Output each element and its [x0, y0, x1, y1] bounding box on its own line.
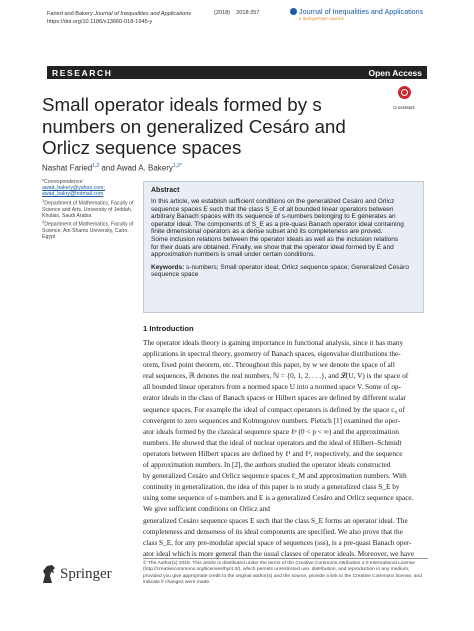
author-1-affiliation-marker: 1,2: [92, 163, 100, 169]
springeropen-logo-icon: [290, 8, 297, 15]
email-link-2[interactable]: awad_bakry@hotmail.com: [42, 191, 104, 198]
correspondence-block: [42, 179, 138, 240]
article-type-label: RESEARCH: [52, 68, 113, 78]
author-2-affiliation-marker: 1,2*: [172, 163, 182, 169]
author-line: [42, 163, 182, 173]
abstract-heading: Abstract: [151, 187, 180, 194]
keywords-text: s-numbers; Small operator ideal; Orlicz sequence space; Generalized Cesáro sequence space: [151, 263, 409, 279]
author-1[interactable]: Nashat Faried: [42, 163, 93, 173]
header-article-number: 2018:357: [236, 10, 260, 16]
affiliation-2: $^2$Department of Mathematics, Faculty of Science, Ain Shams University, Cairo, Egypt: [42, 218, 134, 241]
section-heading-introduction: 1 Introduction: [143, 324, 194, 333]
header-doi-link[interactable]: https://doi.org/10.1186/s13660-018-1945-y: [47, 19, 153, 25]
license-text: © The Author(s) 2018. This article is distributed under the terms of the Creative Commons Attribution 4.0 International License (http://creativecommons.org/licenses/by/4.0/), which permits unrestricted use, distribution, and reproduction in any medium, provided you give appropriate credit to the original author(s) and the source, provide a link to the Creative Commons license, and indicate if changes were made.: [143, 561, 422, 586]
keywords: [151, 264, 416, 279]
abstract-box: [143, 181, 424, 313]
header-year: (2018): [214, 10, 231, 16]
footer-divider: [143, 558, 428, 559]
email-link-1[interactable]: awad_bakery@yahoo.com;: [42, 185, 105, 192]
article-type-banner: [47, 66, 427, 79]
introduction-body-text: The operator ideals theory is gaining importance in functional analysis, since it has many applications in spectral theory, geometry of Banach spaces, eigenvalue distributions the- orem, fixed point theorem, etc. Throughout this paper, by w we denote the space of all real sequences, ℝ denotes the real numbers, ℕ = {0, 1, 2, . . .}, and 𝓛(U, V) is the space of all bounded linear operators from a normed space U into a normed space V. Some of op- erator ideals in the class of Banach spaces or Hilbert spaces are defined by different scalar sequence spaces. For example the ideal of compact operators is defined by the space c₀ of convergent to zero sequences and Kolmogorov numbers. Pietsch [1] examined the oper- ator ideals formed by the classical sequence space ℓᵖ (0 < p < ∞) and the approximation numbers. He showed that the ideal of nuclear operators and the ideal of Hilbert–Schmidt operators between Hilbert spaces are defined by ℓ¹ and ℓ², respectively, and the sequence of approximation numbers. In [2], the authors studied the operator ideals constructed by generalized Cesáro and Orlicz sequence spaces ℓ_M and approximation numbers. With continuity in generalization, the idea of this paper is to study a generalized class S_E by using some sequence of s-numbers and E is a generalized Cesáro and Orlicz sequence space. We give sufficient conditions on Orlicz and generalized Cesáro sequence spaces E such that the class S_E forms an operator ideal. The completeness and denseness of its ideal components are specified. We also prove that the class S_E, for any pre-modular special space of sequences (sss), is a pre-quasi Banach oper- ator ideal which is more general than the usual classes of operator ideals. Moreover, we have: [143, 338, 415, 558]
journal-name: Journal of Inequalities and Applications: [299, 7, 424, 16]
author-2[interactable]: and Awad A. Bakery: [99, 163, 173, 173]
header-journal-short: Journal of Inequalities and Applications: [94, 11, 192, 17]
affiliation-1: $^1$Department of Mathematics, Faculty of Science and Arts, University of Jeddah, Khulais, Saudi Arabia: [42, 197, 134, 219]
open-access-label: Open Access: [368, 68, 422, 78]
article-title: Small operator ideals formed by s numbers on generalized Cesáro and Orlicz sequence spaces: [42, 94, 346, 158]
crossmark-label: CrossMark: [393, 105, 415, 110]
springer-wordmark: Springer: [60, 566, 112, 582]
affiliation-1-marker: 1: [42, 197, 45, 203]
publisher-tag: a SpringerOpen Journal: [299, 16, 344, 21]
abstract-text: In this article, we establish sufficient conditions on the generalized Cesáro and Orlicz sequence spaces E such that the class S_E of all bounded linear operators between arbitrary Banach spaces with its sequence of s-numbers belonging to E generates an operator ideal. The components of S_E as a pre-quasi Banach operator ideal containing finite dimensional operators as a dense subset and its completeness are proved. Some inclusion relations between the operator ideals as well as the inclusion relations for their duals are obtained. Finally, we show that the operator ideal formed by E and approximation numbers is small under certain conditions.: [151, 198, 404, 259]
header-citation: Faried and Bakery: [47, 11, 93, 17]
running-header-middle: [214, 10, 260, 16]
keywords-label: Keywords:: [151, 263, 185, 271]
crossmark-icon: [398, 86, 411, 99]
journal-logo[interactable]: [290, 7, 450, 21]
affiliation-2-marker: 2: [42, 218, 45, 224]
springer-logo: [40, 564, 135, 586]
correspondence-label: *Correspondence:: [42, 179, 84, 185]
springer-horse-icon: [40, 564, 58, 584]
running-header-left: [47, 10, 197, 26]
